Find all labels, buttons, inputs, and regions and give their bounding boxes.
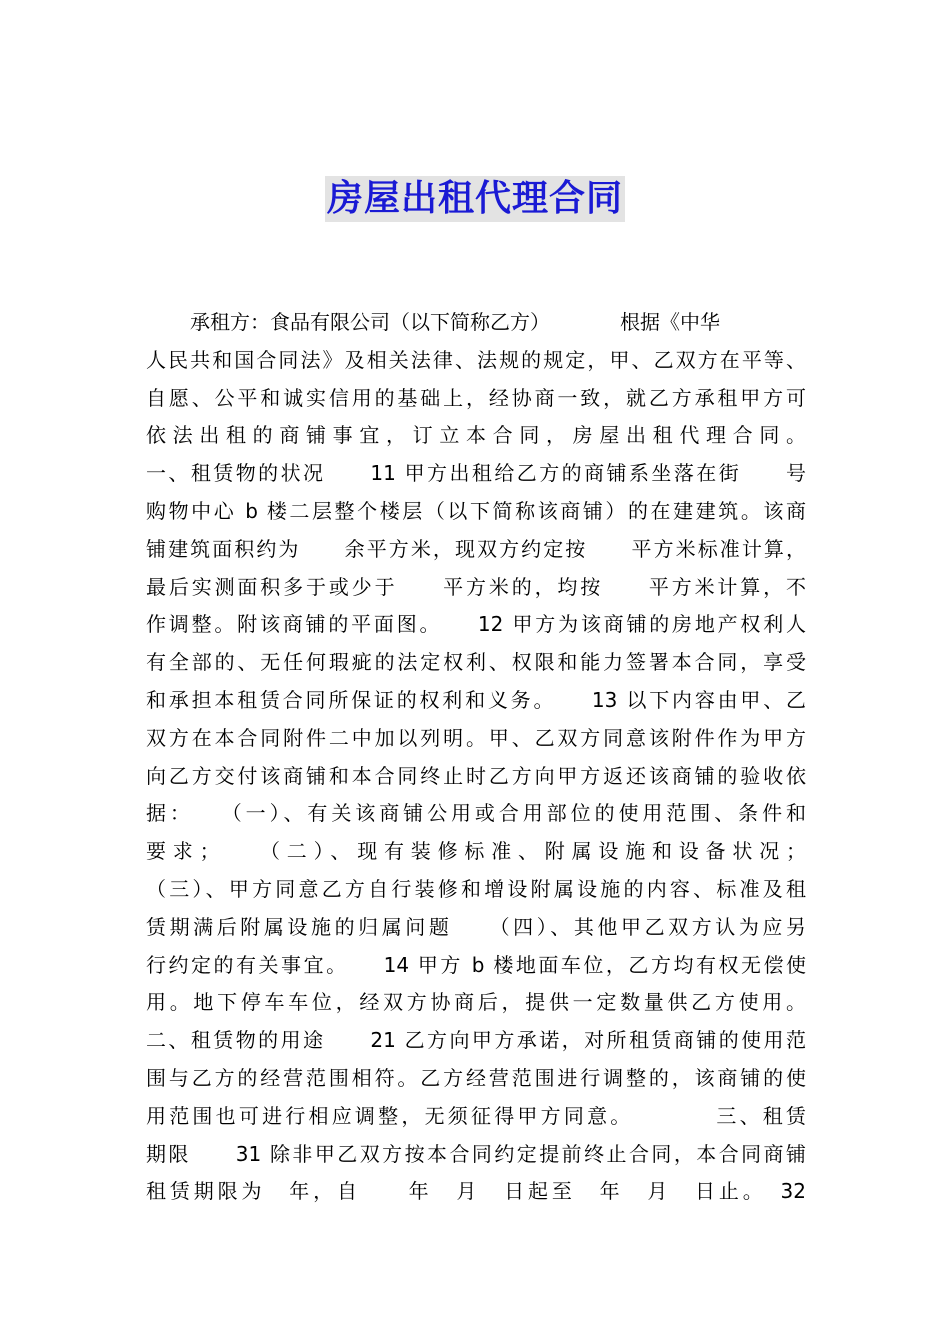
text-line: 赁期满后附属设施的归属问题 （四）、其他甲乙双方认为应另 xyxy=(146,914,806,939)
text-line: 和承担本租赁合同所保证的权利和义务。 13 以下内容由甲、乙 xyxy=(146,687,806,712)
text-line: 行约定的有关事宜。 14 甲方 b 楼地面车位，乙方均有权无偿使 xyxy=(146,952,806,977)
text-line: 要求； （二）、现有装修标准、附属设施和设备状况； xyxy=(146,839,806,864)
document-title: 房屋出租代理合同 xyxy=(325,176,625,222)
text-line: 购物中心 b 楼二层整个楼层（以下简称该商铺）的在建建筑。该商 xyxy=(146,498,806,523)
title-container xyxy=(0,176,950,222)
text-line: 承租方：食品有限公司（以下简称乙方） 根据《中华 xyxy=(190,310,720,334)
text-line: 租赁期限为 年，自 年 月 日起至 年 月 日止。 32 xyxy=(146,1179,806,1204)
text-line: 围与乙方的经营范围相符。乙方经营范围进行调整的，该商铺的使 xyxy=(146,1065,806,1090)
text-line: （三）、甲方同意乙方自行装修和增设附属设施的内容、标准及租 xyxy=(146,876,806,901)
text-line: 有全部的、无任何瑕疵的法定权利、权限和能力签署本合同，享受 xyxy=(146,650,806,675)
text-line: 人民共和国合同法》及相关法律、法规的规定，甲、乙双方在平等、 xyxy=(146,347,806,372)
text-line: 最后实测面积多于或少于 平方米的，均按 平方米计算，不 xyxy=(146,574,806,599)
text-line: 二、租赁物的用途 21 乙方向甲方承诺，对所租赁商铺的使用范 xyxy=(146,1028,806,1053)
text-line: 作调整。附该商铺的平面图。 12 甲方为该商铺的房地产权利人 xyxy=(146,612,806,637)
text-line: 自愿、公平和诚实信用的基础上，经协商一致，就乙方承租甲方可 xyxy=(146,385,806,410)
document-body xyxy=(146,304,806,1211)
text-line: 期限 31 除非甲乙双方按本合同约定提前终止合同，本合同商铺 xyxy=(146,1141,806,1166)
text-line: 铺建筑面积约为 余平方米，现双方约定按 平方米标准计算， xyxy=(146,536,806,561)
text-line: 双方在本合同附件二中加以列明。甲、乙双方同意该附件作为甲方 xyxy=(146,725,806,750)
text-line: 据： （一）、有关该商铺公用或合用部位的使用范围、条件和 xyxy=(146,801,806,826)
text-line: 向乙方交付该商铺和本合同终止时乙方向甲方返还该商铺的验收依 xyxy=(146,763,806,788)
text-line: 用范围也可进行相应调整，无须征得甲方同意。 三、租赁 xyxy=(146,1103,806,1128)
text-line: 依法出租的商铺事宜，订立本合同，房屋出租代理合同。 xyxy=(146,423,806,448)
text-line: 一、租赁物的状况 11 甲方出租给乙方的商铺系坐落在街 号 xyxy=(146,461,806,486)
text-line: 用。地下停车车位，经双方协商后，提供一定数量供乙方使用。 xyxy=(146,990,806,1015)
